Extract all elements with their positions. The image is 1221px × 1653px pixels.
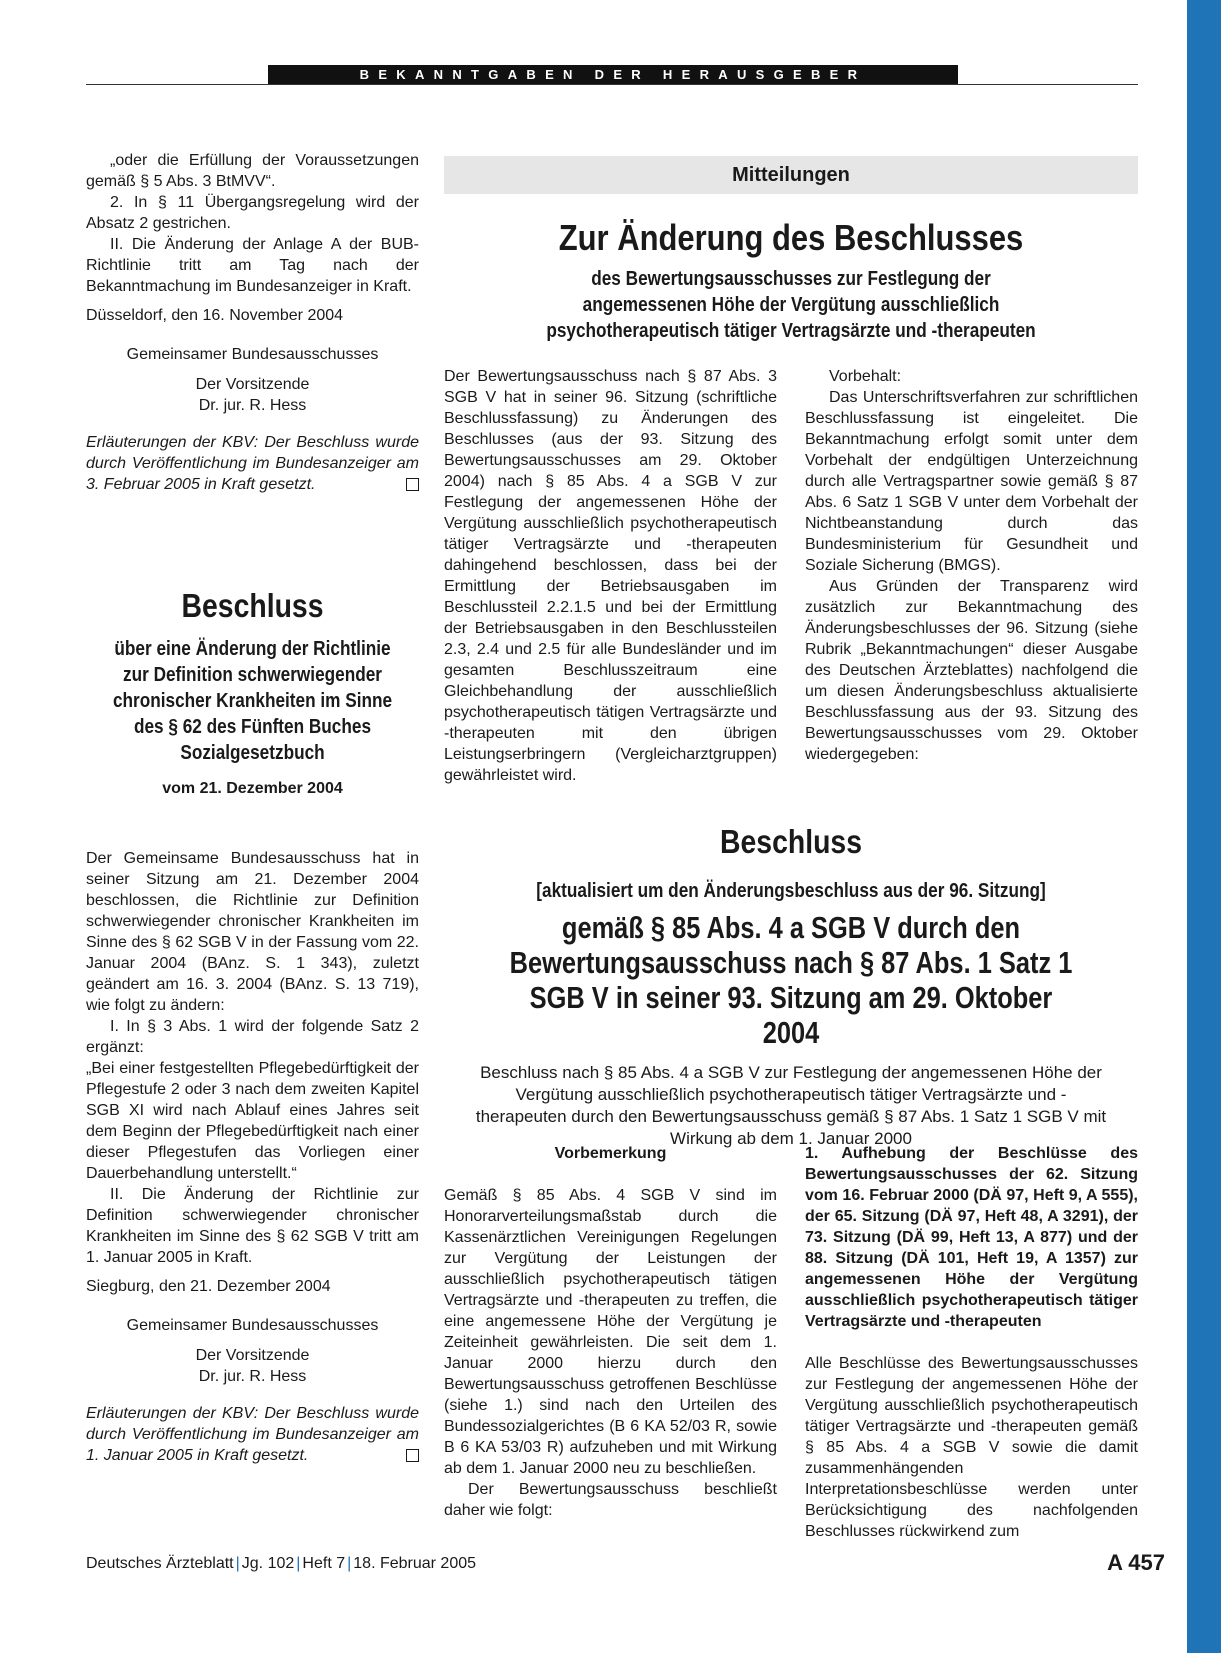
place-date: Düsseldorf, den 16. November 2004 (86, 307, 344, 324)
point1-column (805, 1143, 1138, 1542)
section-banner: BEKANNTGABEN DER HERAUSGEBER (268, 65, 958, 84)
paragraph: 2. In § 11 Übergangsregelung wird der Absatz 2 gestrichen. (86, 194, 419, 232)
signature-role: Der Vorsitzende (195, 376, 310, 393)
beschluss-header (86, 586, 419, 798)
article-title: Zur Änderung des Beschlusses (558, 217, 1024, 258)
side-color-bar (1187, 0, 1221, 1653)
paragraph: II. Die Änderung der Anlage A der BUB-Richtlinie tritt am Tag nach der Bekanntmachung im Bundesanzeiger in Kraft. (86, 236, 419, 295)
beschluss2-bracket: [aktualisiert um den Änderungsbeschluss aus der 96. Sitzung] (536, 880, 1046, 902)
left-body (86, 848, 419, 1466)
point1-heading: 1. Aufhebung der Beschlüsse des Bewertungsausschusses der 62. Sitzung vom 16. Februar 2000 (DÄ 97, Heft 9, A 555), der 65. Sitzung (DÄ 97, Heft 48, A 3291), der 73. Sitzung (DÄ 99, Heft 13, A 877) und der 88. Sitzung (DÄ 101, Heft 19, A 1357) zur angemessenen Höhe der Vergütung ausschließlich psychotherapeutisch tätiger Vertragsärzte und -therapeuten (805, 1145, 1138, 1330)
paragraph: „Bei einer festgestellten Pflegebedürftigkeit der Pflegestufe 2 oder 3 nach dem zweiten Kapitel SGB XI wird nach Ablauf eines Jahres seit dem Beginn der Pflegebedürftigkeit nach einer dieser Pflegestufen das Vorliegen einer Dauerbehandlung unterstellt.“ (86, 1060, 419, 1182)
signature-name: Dr. jur. R. Hess (198, 1368, 307, 1385)
paragraph: II. Die Änderung der Richtlinie zur Definition schwerwiegender chronischer Krankheiten im Sinne des § 62 SGB V tritt am 1. Januar 2005 in Kraft. (86, 1186, 419, 1266)
signature-org: Gemeinsamer Bundesausschusses (126, 346, 379, 363)
place-date: Siegburg, den 21. Dezember 2004 (86, 1278, 331, 1295)
paragraph: Alle Beschlüsse des Bewertungsausschusses zur Festlegung der angemessenen Höhe der Vergütung ausschließlich psychotherapeutisch tätiger Vertragsärzte und -therapeuten gemäß § 85 Abs. 4 a SGB V sowie die damit zusammenhängenden Interpretationsbeschlüsse werden unter Berücksichtigung des nachfolgenden Beschlusses rückwirkend zum (805, 1355, 1138, 1540)
volume: Jg. 102 (241, 1555, 295, 1572)
signature-role: Der Vorsitzende (195, 1347, 310, 1364)
paragraph: Der Gemeinsame Bundesausschuss hat in seiner Sitzung am 21. Dezember 2004 beschlossen, die Richtlinie zur Definition schwerwiegender chronischer Krankheiten im Sinne des § 62 SGB V in der Fassung vom 22. Januar 2004 (BAnz. S. 1 343), zuletzt geändert am 16. 3. 2004 (BAnz. S. 13 719), wie folgt zu ändern: (86, 850, 419, 1014)
journal-name: Deutsches Ärzteblatt (86, 1555, 234, 1572)
beschluss2-heading: gemäß § 85 Abs. 4 a SGB V durch den Bewertungsausschuss nach § 87 Abs. 1 Satz 1 SGB V in seiner 93. Sitzung am 29. Oktober 2004 (509, 910, 1073, 1050)
article-column-2 (805, 366, 1138, 765)
footer-citation: Deutsches Ärzteblatt | Jg. 102 | Heft 7 | 18. Februar 2005 (86, 1555, 477, 1572)
signature-name: Dr. jur. R. Hess (198, 397, 307, 414)
beschluss-subtitle: über eine Änderung der Richtlinie zur Definition schwerwiegender chronischer Krankheiten im Sinne des § 62 des Fünften Buches Sozialgesetzbuch (112, 638, 393, 764)
beschluss-date: vom 21. Dezember 2004 (162, 780, 343, 797)
article-subtitle: des Bewertungsausschusses zur Festlegung der angemessenen Höhe der Vergütung ausschließlich psychotherapeutisch tätiger Vertragsärzte und -therapeuten (546, 268, 1036, 342)
section-label: Mitteilungen (444, 156, 1138, 194)
kbv-note: Erläuterungen der KBV: Der Beschluss wurde durch Veröffentlichung im Bundesanzeiger am 1. Januar 2005 in Kraft gesetzt. (86, 1405, 419, 1464)
left-column (86, 150, 419, 495)
paragraph: Gemäß § 85 Abs. 4 SGB V sind im Honorarverteilungsmaßstab durch die Kassenärztlichen Vereinigungen Regelungen zur Vergütung der Leistungen der ausschließlich psychotherapeutisch tätigen Vertragsärzte und -therapeuten zu treffen, die eine angemessene Höhe der Vergütung je Zeiteinheit gewährleisten. Die seit dem 1. Januar 2000 hierzu durch den Bewertungsausschuss getroffenen Beschlüsse (siehe 1.) sind nach den Urteilen des Bundessozialgerichtes (B 6 KA 52/03 R, sowie B 6 KA 53/03 R) aufzuheben und mit Wirkung ab dem 1. Januar 2000 neu zu beschließen. (444, 1187, 777, 1477)
paragraph: Aus Gründen der Transparenz wird zusätzlich zur Bekanntmachung des Änderungsbeschlusses der 96. Sitzung (siehe Rubrik „Bekanntmachungen“ dieser Ausgabe des Deutschen Ärzteblattes) nachfolgend die um diesen Änderungsbeschluss aktualisierte Beschlussfassung aus der 93. Sitzung des Bewertungsausschusses vom 29. Oktober wiedergegeben: (805, 578, 1138, 763)
kbv-note: Erläuterungen der KBV: Der Beschluss wurde durch Veröffentlichung im Bundesanzeiger am 3. Februar 2005 in Kraft gesetzt. (86, 434, 419, 493)
beschluss2-header (444, 822, 1138, 1150)
signature-org: Gemeinsamer Bundesausschusses (126, 1317, 379, 1334)
article-column-1 (444, 366, 777, 786)
issue: Heft 7 (302, 1555, 346, 1572)
paragraph: Der Bewertungsausschuss beschließt daher wie folgt: (444, 1481, 777, 1519)
end-mark-icon (406, 478, 419, 491)
header-rule (86, 84, 1138, 85)
issue-date: 18. Februar 2005 (353, 1555, 477, 1572)
paragraph: Der Bewertungsausschuss nach § 87 Abs. 3 SGB V hat in seiner 96. Sitzung (schriftliche Beschlussfassung) zu Änderungen des Beschlusses (aus der 93. Sitzung des Bewertungsausschusses am 29. Oktober 2004) nach § 85 Abs. 4 a SGB V zur Festlegung der angemessenen Höhe der Vergütung ausschließlich psychotherapeutisch tätiger Vertragsärzte und -therapeuten dahingehend beschlossen, dass bei der Ermittlung der Betriebsausgaben im Beschlussteil 2.2.1.5 und bei der Ermittlung der Betriebsausgaben in den Beschlussteilen 2.3, 2.4 und 2.5 für alle Bundesländer und im gesamten Beschlusszeitraum eine Gleichbehandlung der ausschließlich psychotherapeutisch tätigen Vertragsärzte und -therapeuten mit den übrigen Leistungserbringern (Vergleicharztgruppen) gewährleistet wird. (444, 368, 777, 784)
page-number: A 457 (1107, 1550, 1165, 1575)
vorbemerkung-label: Vorbemerkung (554, 1145, 667, 1162)
beschluss2-lead: Beschluss nach § 85 Abs. 4 a SGB V zur Festlegung der angemessenen Höhe der Vergütung ausschließlich psychotherapeutisch tätiger Vertragsärzte und -therapeuten durch den Bewertungsausschuss gemäß § 87 Abs. 1 Satz 1 SGB V mit Wirkung ab dem 1. Januar 2000 (475, 1063, 1107, 1148)
beschluss-title: Beschluss (181, 587, 324, 624)
vorbemerkung-column (444, 1143, 777, 1521)
paragraph: Das Unterschriftsverfahren zur schriftlichen Beschlussfassung ist eingeleitet. Die Bekanntmachung erfolgt somit unter dem Vorbehalt der endgültigen Unterzeichnung durch alle Vertragspartner sowie gemäß § 87 Abs. 6 Satz 1 SGB V unter dem Vorbehalt der Nichtbeanstandung durch das Bundesministerium für Gesundheit und Soziale Sicherung (BMGS). (805, 389, 1138, 574)
article-header (444, 218, 1138, 344)
paragraph-label: Vorbehalt: (829, 368, 902, 385)
beschluss2-title: Beschluss (720, 823, 862, 860)
paragraph: „oder die Erfüllung der Voraussetzungen gemäß § 5 Abs. 3 BtMVV“. (86, 152, 419, 190)
end-mark-icon (406, 1449, 419, 1462)
paragraph: I. In § 3 Abs. 1 wird der folgende Satz 2 ergänzt: (86, 1018, 419, 1056)
